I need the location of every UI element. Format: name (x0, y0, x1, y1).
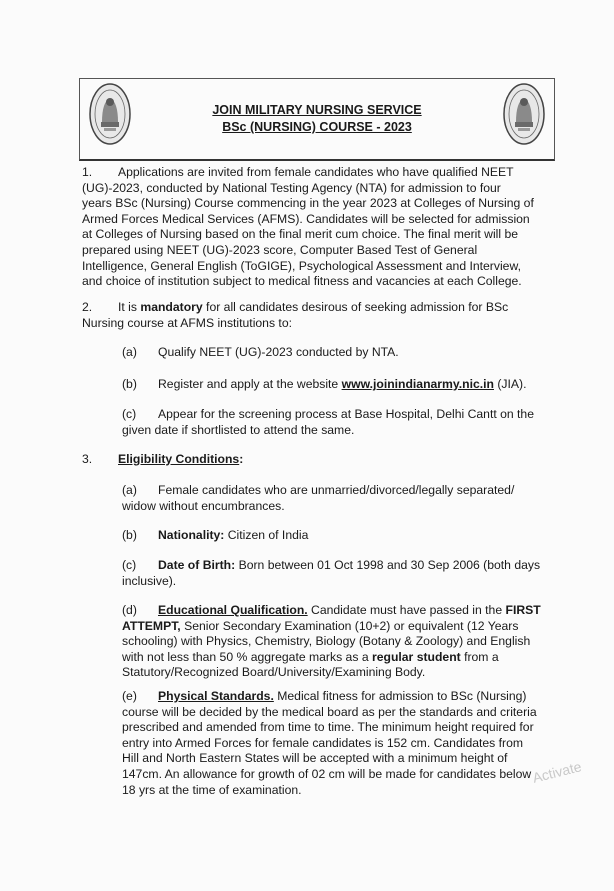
physical-standards-heading: Physical Standards. (158, 689, 274, 703)
eligibility-heading: Eligibility Conditions (118, 452, 240, 466)
paragraph-number: 3. (82, 452, 93, 466)
list-item-2a: (a) Qualify NEET (UG)-2023 conducted by NTA. (122, 345, 399, 359)
paragraph-number: 1. (82, 165, 93, 179)
paragraph-2: 2. It is mandatory for all candidates desirous of seeking admission for BSc Nursing course at AFMS institutions to: (82, 300, 556, 331)
national-emblem-icon (502, 82, 546, 146)
list-item-3b: (b) Nationality: Citizen of India (122, 528, 309, 542)
list-item-3d: (d) Educational Qualification. Candidate must have passed in the FIRST ATTEMPT, Senior Secondary Examination (10+2) or equivalent (12 Years schooling) with Physics, Chemistry, Biology (Botany & Zoology) and English with not less than 50 % aggregate marks as a regular student from a Statutory/Recognized Board/University/Examining Body. (122, 603, 541, 680)
header-box (79, 78, 555, 161)
paragraph-line: Intelligence, General English (ToGIGE), Psychological Assessment and Interview, (82, 258, 521, 273)
paragraph-1 (82, 165, 556, 290)
list-item-3c: (c) Date of Birth: Born between 01 Oct 1998 and 30 Sep 2006 (both days inclusive). (122, 558, 541, 588)
list-item-3e: (e) Physical Standards. Medical fitness for admission to BSc (Nursing) course will be decided by the medical board as per the standards and criteria prescribed and amended from time to time. The minimum height required for entry into Armed Forces for female candidates is 152 cm. Candidates from Hill and North Eastern States will be accepted with a minimum height of 147cm. An allowance for growth of 02 cm will be made for candidates below 18 yrs at the time of examination. (122, 689, 537, 797)
website-link[interactable]: www.joinindianarmy.nic.in (341, 377, 494, 391)
paragraph-line: and choice of institution subject to medical fitness and vacancies at each College. (82, 274, 522, 289)
paragraph-number: 2. (82, 300, 93, 314)
paragraph-line: (UG)-2023, conducted by National Testing Agency (NTA) for admission to four (82, 180, 501, 195)
header-title-line2: BSc (NURSING) COURSE - 2023 (222, 120, 412, 134)
list-item-2b: (b) Register and apply at the website www.joinindianarmy.nic.in (JIA). (122, 377, 527, 391)
mandatory-text: mandatory (140, 300, 203, 314)
list-item-3a: (a) Female candidates who are unmarried/divorced/legally separated/ widow without encumbrances. (122, 483, 515, 513)
paragraph-line: Applications are invited from female candidates who have qualified NEET (118, 165, 514, 179)
paragraph-line: Armed Forces Medical Services (AFMS). Candidates will be selected for admission (82, 211, 530, 226)
activate-watermark: Activate (530, 758, 584, 786)
paragraph-line: prepared using NEET (UG)-2023 score, Computer Based Test of General (82, 242, 478, 257)
paragraph-line: years BSc (Nursing) Course commencing in the year 2023 at Colleges of Nursing of (82, 196, 534, 211)
list-item-2c: (c) Appear for the screening process at Base Hospital, Delhi Cantt on the given date if shortlisted to attend the same. (122, 407, 534, 437)
paragraph-line: at Colleges of Nursing based on the final merit cum choice. The final merit will be (82, 227, 519, 242)
paragraph-line: Nursing course at AFMS institutions to: (82, 315, 292, 330)
paragraph-3-heading: 3. Eligibility Conditions: (82, 452, 244, 466)
header-title-line1: JOIN MILITARY NURSING SERVICE (212, 103, 422, 117)
educational-qualification-heading: Educational Qualification. (158, 603, 308, 617)
